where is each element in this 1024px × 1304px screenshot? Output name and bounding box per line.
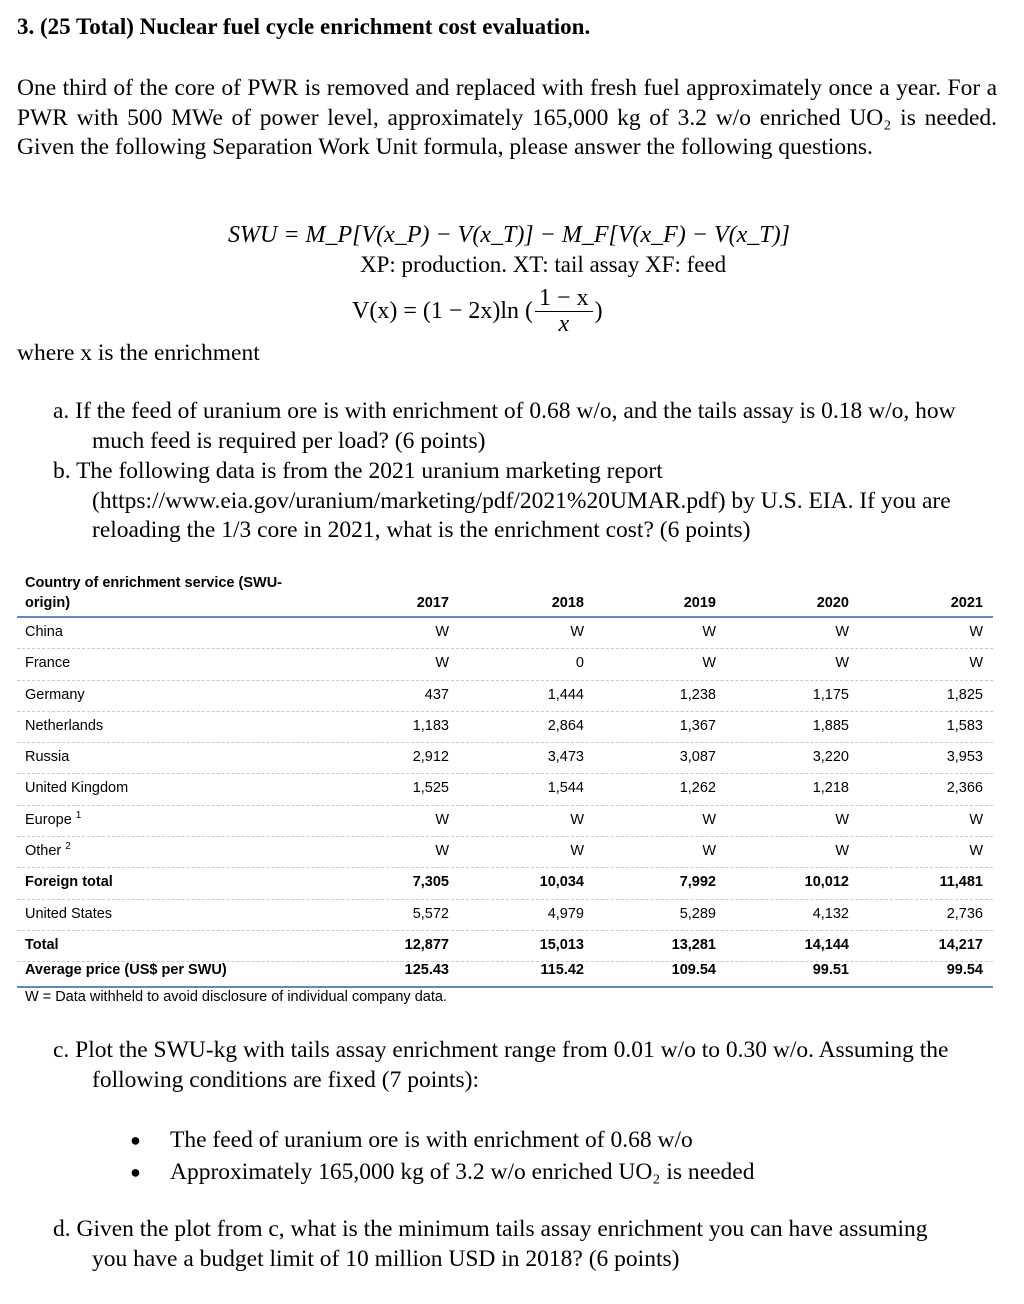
row-label-text: Netherlands [25,717,104,734]
table-cell: 1,218 [812,780,849,797]
table-cell: W [435,843,449,860]
value-function-rhs: ) [594,298,603,324]
table-cell: W [570,843,584,860]
bullet-text: Approximately 165,000 kg of 3.2 w/o enriched UO₂ is needed [170,1158,755,1185]
table-cell: 99.51 [812,962,849,979]
table-row [17,868,993,899]
table-cell: 1,367 [679,717,716,734]
table-cell: 7,992 [679,874,716,891]
table-cell: 109.54 [671,962,716,979]
table-cell: 4,979 [547,905,584,922]
question-a-text: a. If the feed of uranium ore is with enrichment of 0.68 w/o, and the tails assay is 0.18 w/o, how much feed is required per load? (6 points) [53,398,956,454]
table-cell: 115.42 [540,962,584,979]
row-label-text: United States [25,905,113,922]
enrichment-table [17,572,993,1010]
year-header: 2018 [551,595,584,611]
row-label [25,937,59,953]
row-label [25,624,63,640]
table-cell: 1,262 [679,780,716,797]
list-item [130,1156,754,1188]
table-row [17,962,993,988]
table-header-country: Country of enrichment service (SWU-origin) [25,575,283,611]
bullet-icon: ● [130,1161,141,1182]
table-cell: 3,220 [812,749,849,766]
swu-formula-text: SWU = M_P[V(x_P) − V(x_T)] − M_F[V(x_F) − V(x_T)] [228,222,790,248]
table-cell: 5,572 [412,905,449,922]
table-row [17,774,993,805]
row-label [25,843,71,859]
bullet-icon: ● [130,1129,141,1150]
table-cell: W [835,624,849,640]
fraction-numerator: 1 − x [535,286,593,312]
table-cell: 437 [424,686,449,703]
year-header: 2017 [416,595,449,611]
table-row [17,837,993,868]
question-c-text: c. Plot the SWU-kg with tails assay enrichment range from 0.01 w/o to 0.30 w/o. Assuming the following conditions are fixed (7 points): [53,1037,949,1093]
table-cell: W [969,811,983,828]
row-label-text: China [25,624,63,640]
table-body [17,618,993,988]
year-header: 2019 [683,595,716,611]
question-a [53,397,993,456]
row-label [25,906,112,922]
table-row [17,931,993,962]
table-cell: W [702,843,716,860]
table-cell: 2,366 [946,780,983,797]
value-function-lhs: V(x) = (1 − 2x)ln ( [352,298,534,324]
table-row [17,618,993,649]
swu-formula [228,222,790,249]
year-header: 2021 [950,595,983,611]
row-label-text: Germany [25,686,85,703]
row-label [25,874,113,890]
table-cell: 4,132 [812,905,849,922]
table-header [17,572,993,618]
formula-legend: XP: production. XT: tail assay XF: feed [360,252,727,277]
table-cell: 1,583 [946,717,983,734]
bullet-text: The feed of uranium ore is with enrichment of 0.68 w/o [170,1126,693,1153]
row-label [25,718,103,734]
table-cell: 10,034 [539,874,584,891]
table-row [17,743,993,774]
table-row [17,900,993,931]
footnote-marker: 1 [75,809,82,821]
table-cell: 5,289 [679,905,716,922]
table-cell: W [969,843,983,860]
table-row [17,712,993,743]
where-note: where x is the enrichment [17,340,260,366]
table-cell: 1,444 [547,686,584,703]
row-label-text: Average price (US$ per SWU) [25,962,227,979]
table-cell: 1,175 [812,686,849,703]
table-cell: 7,305 [412,874,449,891]
table-cell: W [570,624,584,640]
row-label-text: Europe [25,811,72,828]
value-function-fraction [535,286,593,337]
table-cell: W [702,811,716,828]
table-cell: 1,238 [679,686,716,703]
row-label [25,780,128,796]
problem-heading: 3. (25 Total) Nuclear fuel cycle enrichment cost evaluation. [17,14,591,39]
table-cell: W [969,624,983,640]
row-label [25,687,85,703]
footnote-marker: 2 [65,841,71,853]
table-cell: W [969,655,983,672]
row-label-text: Total [25,936,59,953]
table-cell: 1,544 [547,780,584,797]
row-label [25,655,70,671]
table-cell: 0 [575,655,584,672]
table-cell: 3,473 [547,749,584,766]
table-cell: 1,825 [946,686,983,703]
table-cell: W [435,655,449,672]
table-cell: W [835,811,849,828]
table-cell: 12,877 [404,936,449,953]
table-cell: 99.54 [946,962,983,979]
list-item [130,1124,754,1156]
row-label-text: France [25,655,71,672]
question-b [53,457,998,546]
table-cell: 10,012 [804,874,849,891]
table-cell: 125.43 [404,962,449,979]
row-label-text: Foreign total [25,874,113,891]
table-row [17,806,993,837]
table-footnote: W = Data withheld to avoid disclosure of individual company data. [25,989,447,1006]
table-cell: W [702,655,716,672]
table-cell: W [570,811,584,828]
question-d-text: d. Given the plot from c, what is the minimum tails assay enrichment you can have assuming you have a budget limit of 10 million USD in 2018? (6 points) [53,1216,928,1272]
intro-paragraph: One third of the core of PWR is removed and replaced with fresh fuel approximately once a year. For a PWR with 500 MWe of power level, approximately 165,000 kg of 3.2 w/o enriched UO₂ is needed. Given the following Separation Work Unit formula, please answer the following questions. [17,75,997,161]
table-cell: W [435,624,449,640]
table-cell: 3,087 [679,749,716,766]
table-row [17,649,993,680]
row-label [25,962,227,978]
row-label-text: Other [25,843,62,860]
table-cell: W [835,843,849,860]
table-cell: 14,144 [804,936,849,953]
question-b-text: b. The following data is from the 2021 uranium marketing report (https://www.eia.gov/uranium/marketing/pdf/2021%20UMAR.pdf) by U.S. EIA. If you are reloading the 1/3 core in 2021, what is the enrichment cost? (6 points) [53,458,951,544]
question-c [53,1036,998,1095]
table-cell: 2,736 [946,905,983,922]
table-footnote-row [17,988,993,1010]
table-cell: 14,217 [938,936,983,953]
table-row [17,681,993,712]
table-cell: W [435,811,449,828]
table-cell: 2,864 [547,717,584,734]
fraction-denominator: x [558,311,570,337]
question-d [53,1215,953,1274]
table-cell: 3,953 [946,749,983,766]
table-cell: W [835,655,849,672]
table-cell: 1,885 [812,717,849,734]
table-cell: 11,481 [939,874,983,891]
row-label-text: United Kingdom [25,780,129,797]
row-label [25,809,82,828]
row-label [25,749,69,765]
value-function-formula [352,286,603,337]
row-label-text: Russia [25,749,70,766]
table-cell: 13,281 [671,936,716,953]
table-cell: W [702,624,716,640]
table-cell: 1,525 [412,780,449,797]
table-cell: 2,912 [412,749,449,766]
question-c-bullets [130,1124,754,1188]
table-cell: 1,183 [412,717,449,734]
table-cell: 15,013 [539,936,584,953]
year-header: 2020 [816,595,849,611]
